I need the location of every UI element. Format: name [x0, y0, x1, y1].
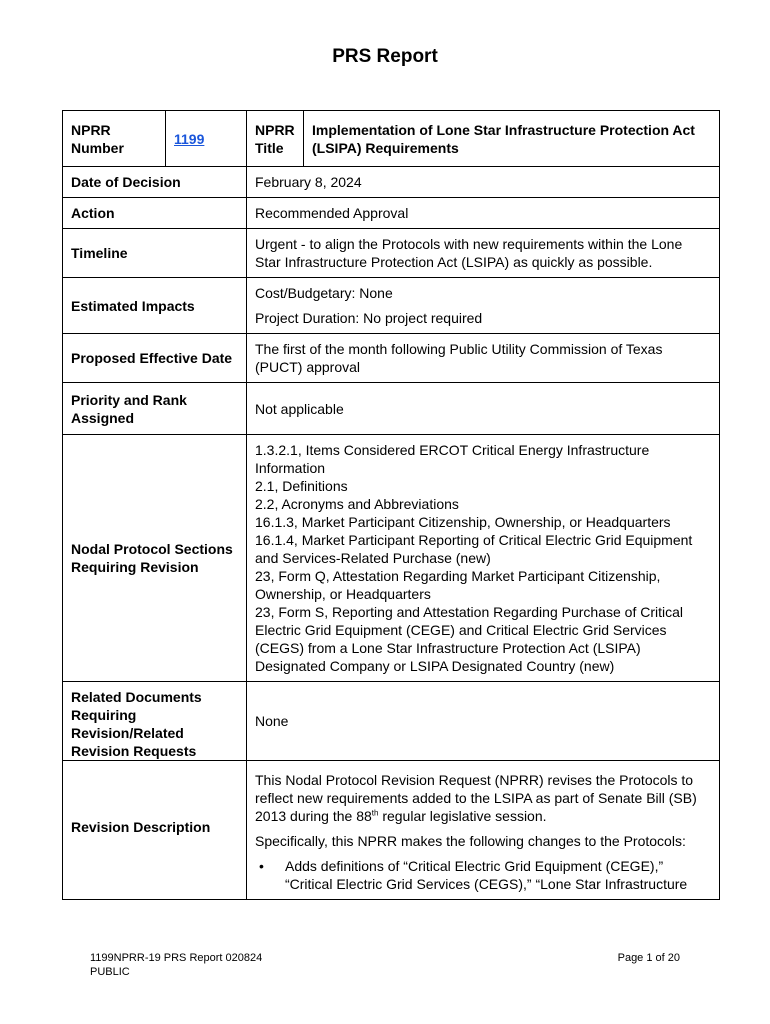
bullet-text: Adds definitions of “Critical Electric Grid Equipment (CEGE),” “Critical Electric Grid Services (CEGS),” “Lone Star Infrastructure — [285, 858, 688, 892]
effective-row — [63, 334, 720, 383]
section-item: 16.1.3, Market Participant Citizenship, Ownership, or Headquarters — [255, 514, 671, 530]
related-value: None — [247, 682, 720, 761]
description-text: This Nodal Protocol Revision Request (NPRR) revises the Protocols to reflect new requirements added to the LSIPA as part of Senate Bill (SB) 2013 during the 88 — [255, 772, 697, 824]
action-label: Action — [63, 198, 247, 229]
related-row — [63, 682, 720, 761]
timeline-value: Urgent - to align the Protocols with new requirements within the Lone Star Infrastructure Protection Act (LSIPA) as quickly as possible. — [247, 229, 720, 278]
section-item: 23, Form Q, Attestation Regarding Market Participant Citizenship, Ownership, or Headquarters — [255, 568, 661, 602]
sections-label: Nodal Protocol Sections Requiring Revision — [63, 435, 247, 682]
date-row — [63, 167, 720, 198]
prs-table — [62, 110, 720, 900]
sections-row — [63, 435, 720, 682]
nprr-title-label: NPRR Title — [247, 111, 304, 167]
impacts-duration: Project Duration: No project required — [255, 310, 483, 326]
action-value: Recommended Approval — [247, 198, 720, 229]
impacts-row — [63, 278, 720, 334]
page-title: PRS Report — [332, 46, 438, 67]
description-row — [63, 761, 720, 900]
effective-value: The first of the month following Public Utility Commission of Texas (PUCT) approval — [247, 334, 720, 383]
effective-label: Proposed Effective Date — [63, 334, 247, 383]
action-row — [63, 198, 720, 229]
footer-classification: PUBLIC — [90, 966, 130, 978]
nprr-title: Implementation of Lone Star Infrastructure Protection Act (LSIPA) Requirements — [304, 111, 720, 167]
date-value: February 8, 2024 — [247, 167, 720, 198]
description-paragraph: Specifically, this NPRR makes the following changes to the Protocols: — [255, 833, 686, 849]
nprr-number-link[interactable]: 1199 — [174, 130, 205, 147]
section-item: 2.2, Acronyms and Abbreviations — [255, 496, 459, 512]
timeline-row — [63, 229, 720, 278]
description-value — [247, 761, 720, 900]
priority-label: Priority and Rank Assigned — [63, 383, 247, 435]
footer-doc-id: 1199NPRR-19 PRS Report 020824 — [90, 952, 263, 964]
description-paragraph — [255, 771, 711, 825]
timeline-label: Timeline — [63, 229, 247, 278]
bullet-icon: • — [259, 858, 264, 874]
description-text: regular legislative session. — [378, 808, 547, 824]
section-item: 23, Form S, Reporting and Attestation Regarding Purchase of Critical Electric Grid Equipment (CEGE) and Critical Electric Grid Services (CEGS) from a Lone Star Infrastructure Protection Act (LSIPA) Designated Company or LSIPA Designated Country (new) — [255, 604, 683, 674]
section-item: 16.1.4, Market Participant Reporting of Critical Electric Grid Equipment and Services-Related Purchase (new) — [255, 532, 693, 566]
footer-page-number: Page 1 of 20 — [617, 952, 680, 964]
nprr-number-label: NPRR Number — [63, 111, 166, 167]
impacts-label: Estimated Impacts — [63, 278, 247, 334]
bullet-item — [255, 857, 711, 893]
priority-row — [63, 383, 720, 435]
priority-value: Not applicable — [247, 383, 720, 435]
sections-value — [247, 435, 720, 682]
ordinal-suffix: th — [371, 808, 379, 818]
section-item: 2.1, Definitions — [255, 478, 348, 494]
nprr-number-cell — [166, 111, 247, 167]
impacts-cost: Cost/Budgetary: None — [255, 285, 393, 301]
header-row — [63, 111, 720, 167]
impacts-value — [247, 278, 720, 334]
description-label: Revision Description — [63, 761, 247, 900]
footer-left — [90, 951, 262, 979]
section-item: 1.3.2.1, Items Considered ERCOT Critical Energy Infrastructure Information — [255, 442, 650, 476]
date-label: Date of Decision — [63, 167, 247, 198]
related-label: Related Documents Requiring Revision/Related Revision Requests — [63, 682, 247, 761]
